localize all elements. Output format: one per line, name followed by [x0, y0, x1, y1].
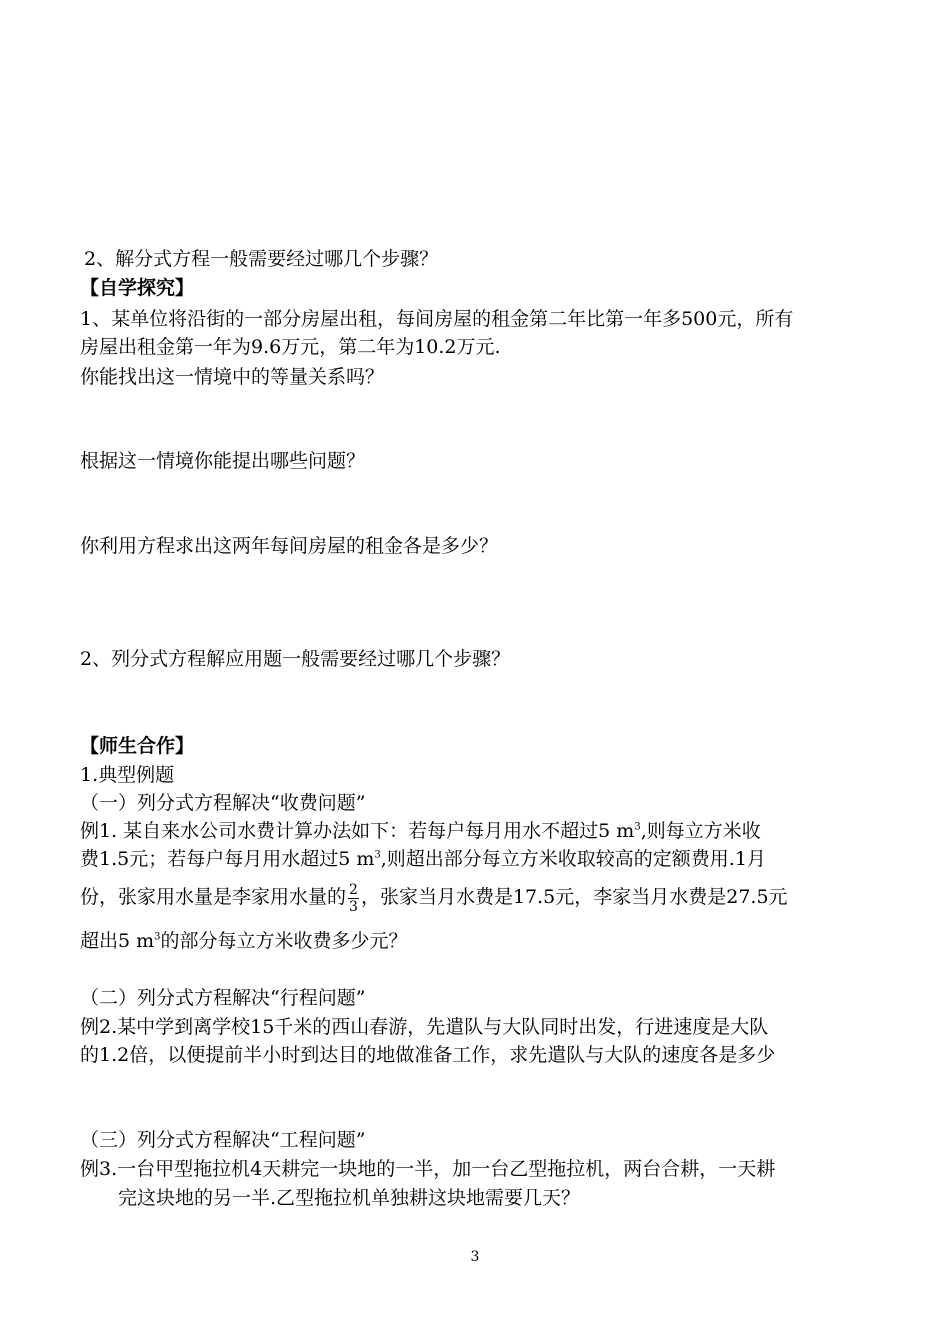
- example-3-line-2: 完这块地的另一半.乙型拖拉机单独耕这块地需要几天？: [118, 1187, 581, 1209]
- typical-examples-label: 1.典型例题: [80, 764, 175, 786]
- question-application-steps: 2、列分式方程解应用题一般需要经过哪几个步骤？: [80, 648, 511, 670]
- example-1-line-2: 费1.5元；若每户每月用水超过5 $m^3$,则超出部分每立方米收取较高的定额费用.1月: [80, 848, 766, 870]
- page-number: 3: [470, 1249, 480, 1265]
- example-1-line-3: 份，张家用水量是李家用水量的 $\frac{2}{3}$ ，张家当月水费是17.5元，李家当月水费是27.5元: [80, 881, 788, 915]
- example-1-line-1: 例1. 某自来水公司水费计算办法如下：若每户每月用水不超过5 $m^3$,则每立方米收: [80, 820, 761, 842]
- cooperation-heading: 【师生合作】: [80, 735, 195, 757]
- section-3-title: （三）列分式方程解决“工程问题”: [80, 1129, 366, 1151]
- self-study-heading: 【自学探究】: [80, 277, 195, 299]
- example-2-line-1: 例2.某中学到离学校15千米的西山春游，先遣队与大队同时出发，行进速度是大队: [80, 1016, 769, 1038]
- fraction-two-thirds: $\frac{2}{3}$: [349, 881, 358, 915]
- example-3-line-1: 例3.一台甲型拖拉机4天耕完一块地的一半，加一台乙型拖拉机，两台合耕，一天耕: [80, 1158, 776, 1180]
- section-1-title: （一）列分式方程解决“收费问题”: [80, 792, 366, 814]
- problem-1-line-1: 1、某单位将沿街的一部分房屋出租，每间房屋的租金第二年比第一年多500元，所有: [80, 308, 794, 330]
- question-solving-steps: 2、解分式方程一般需要经过哪几个步骤？: [84, 248, 439, 270]
- problem-1-line-2: 房屋出租金第一年为9.6万元，第二年为10.2万元.: [80, 336, 501, 358]
- question-problems: 根据这一情境你能提出哪些问题？: [80, 450, 366, 472]
- section-2-title: （二）列分式方程解决“行程问题”: [80, 987, 366, 1009]
- question-relation: 你能找出这一情境中的等量关系吗？: [80, 366, 385, 388]
- example-1-line-4: 超出5 $m^3$的部分每立方米收费多少元？: [80, 930, 408, 952]
- example-2-line-2: 的1.2倍，以便提前半小时到达目的地做准备工作，求先遣队与大队的速度各是多少: [80, 1044, 776, 1066]
- question-rent: 你利用方程求出这两年每间房屋的租金各是多少？: [80, 535, 499, 557]
